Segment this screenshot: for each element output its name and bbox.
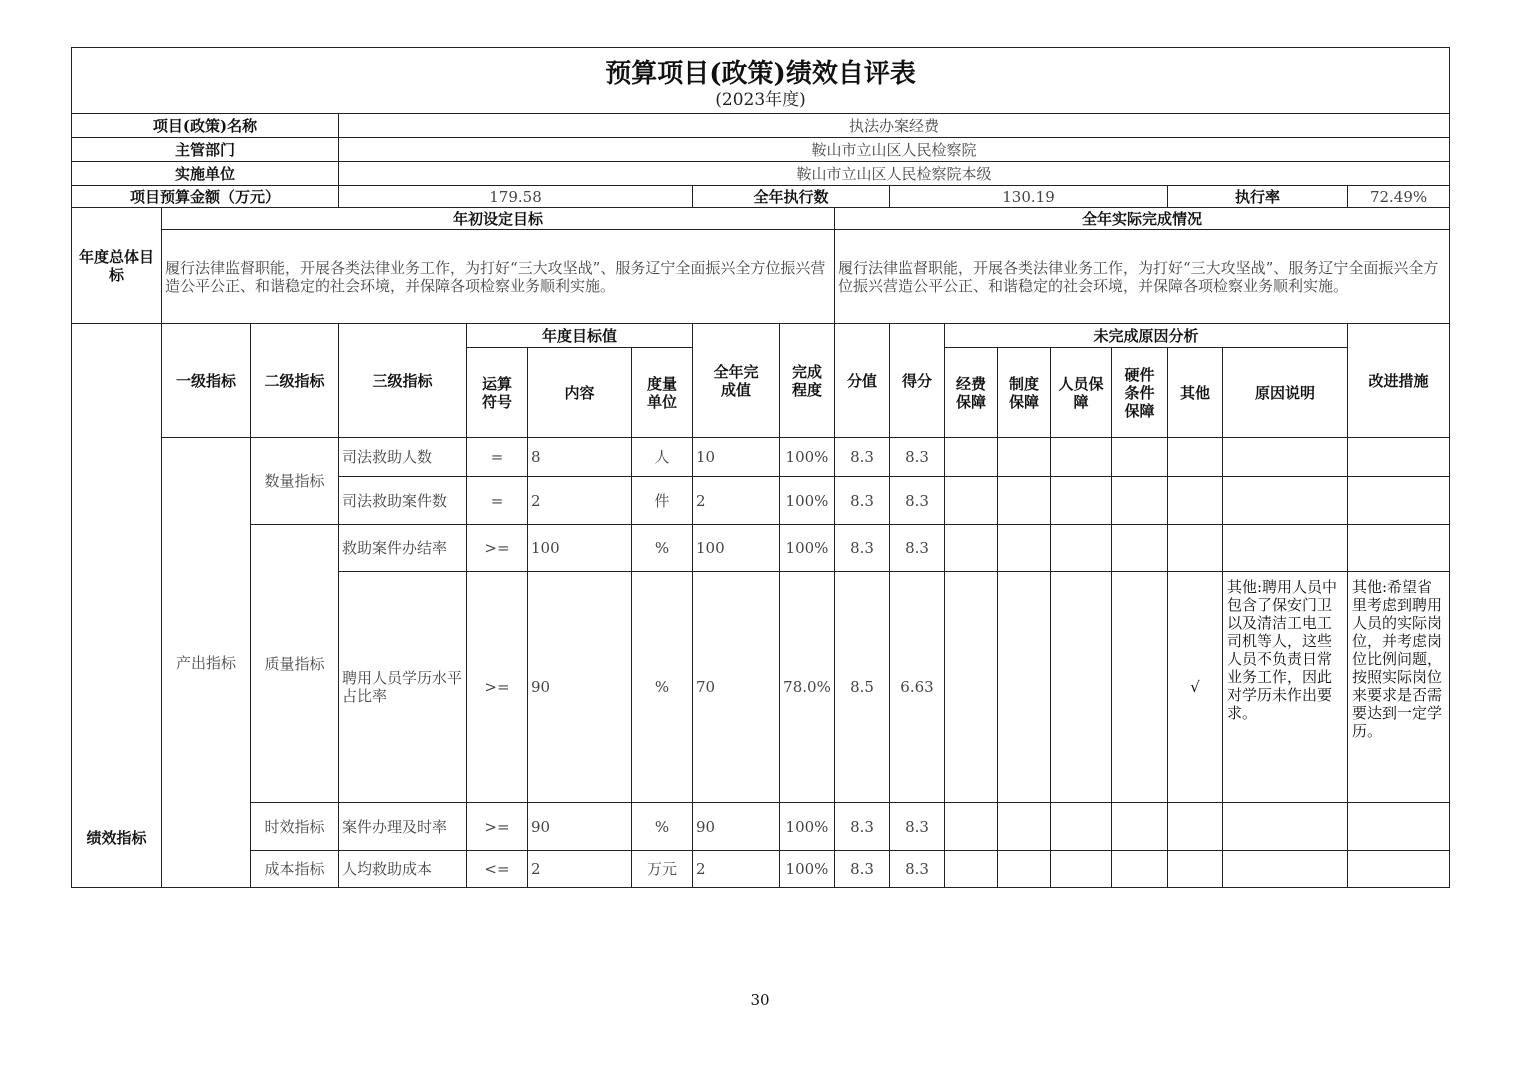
row-completion: 100% bbox=[780, 803, 835, 851]
row-completion: 78.0% bbox=[780, 572, 835, 803]
row-unit: % bbox=[632, 572, 693, 803]
exec-label: 全年执行数 bbox=[693, 186, 890, 208]
header-completion-text: 完成程度 bbox=[791, 362, 822, 399]
group-quality: 质量指标 bbox=[251, 525, 339, 803]
empty-cell bbox=[1112, 572, 1168, 803]
row-actual: 2 bbox=[693, 851, 780, 888]
empty-cell bbox=[1168, 851, 1223, 888]
unit-value: 鞍山市立山区人民检察院本级 bbox=[339, 162, 1450, 186]
actual-goal-header: 全年实际完成情况 bbox=[835, 208, 1450, 230]
row-weight: 8.5 bbox=[835, 572, 890, 803]
performance-evaluation-sheet bbox=[71, 47, 1449, 888]
header-unit-text: 度量单位 bbox=[646, 374, 677, 411]
project-name-value: 执法办案经费 bbox=[339, 114, 1450, 138]
header-operator-text: 运算符号 bbox=[481, 374, 512, 411]
row-unit: 件 bbox=[632, 477, 693, 525]
empty-cell bbox=[998, 572, 1051, 803]
row-name: 司法救助案件数 bbox=[339, 477, 467, 525]
row-content: 8 bbox=[528, 438, 632, 477]
empty-cell bbox=[1223, 477, 1348, 525]
table-row bbox=[72, 803, 1450, 851]
row-name: 案件办理及时率 bbox=[339, 803, 467, 851]
empty-cell bbox=[945, 525, 998, 572]
row-actual: 100 bbox=[693, 525, 780, 572]
empty-cell bbox=[998, 851, 1051, 888]
header-level2: 二级指标 bbox=[251, 324, 339, 438]
page-number: 30 bbox=[750, 991, 770, 1009]
page-title: 预算项目(政策)绩效自评表 bbox=[605, 58, 916, 89]
row-operator: >= bbox=[467, 572, 528, 803]
level1-output: 产出指标 bbox=[162, 438, 251, 888]
other-check-mark: √ bbox=[1168, 572, 1223, 803]
empty-cell bbox=[1223, 851, 1348, 888]
row-weight: 8.3 bbox=[835, 477, 890, 525]
dept-label: 主管部门 bbox=[72, 138, 339, 162]
empty-cell bbox=[945, 477, 998, 525]
row-content: 90 bbox=[528, 803, 632, 851]
header-actual-text: 全年完成值 bbox=[713, 362, 759, 399]
rate-value: 72.49% bbox=[1348, 186, 1450, 208]
row-unit: 万元 bbox=[632, 851, 693, 888]
project-name-label: 项目(政策)名称 bbox=[72, 114, 339, 138]
header-level1: 一级指标 bbox=[162, 324, 251, 438]
empty-cell bbox=[1051, 851, 1112, 888]
budget-value: 179.58 bbox=[339, 186, 693, 208]
empty-cell bbox=[1051, 477, 1112, 525]
empty-cell bbox=[1348, 477, 1450, 525]
header-system-text: 制度保障 bbox=[1008, 374, 1039, 411]
empty-cell bbox=[1223, 525, 1348, 572]
row-actual: 10 bbox=[693, 438, 780, 477]
improve-text: 其他:希望省里考虑到聘用人员的实际岗位，并考虑岗位比例问题，按照实际岗位来要求是否需要达到一定学历。 bbox=[1348, 572, 1450, 803]
empty-cell bbox=[945, 803, 998, 851]
empty-cell bbox=[1051, 438, 1112, 477]
empty-cell bbox=[1168, 803, 1223, 851]
header-funding bbox=[945, 348, 998, 438]
header-level3: 三级指标 bbox=[339, 324, 467, 438]
empty-cell bbox=[998, 438, 1051, 477]
dept-value: 鞍山市立山区人民检察院 bbox=[339, 138, 1450, 162]
empty-cell bbox=[1112, 525, 1168, 572]
empty-cell bbox=[1112, 438, 1168, 477]
header-target-group: 年度目标值 bbox=[467, 324, 693, 348]
group-timeliness: 时效指标 bbox=[251, 803, 339, 851]
row-unit: % bbox=[632, 803, 693, 851]
empty-cell bbox=[1112, 851, 1168, 888]
row-operator: >= bbox=[467, 525, 528, 572]
empty-cell bbox=[1112, 803, 1168, 851]
initial-goal-header: 年初设定目标 bbox=[162, 208, 835, 230]
empty-cell bbox=[1168, 525, 1223, 572]
header-hardware bbox=[1112, 348, 1168, 438]
unit-label: 实施单位 bbox=[72, 162, 339, 186]
group-cost: 成本指标 bbox=[251, 851, 339, 888]
group-quantity: 数量指标 bbox=[251, 438, 339, 525]
row-unit: % bbox=[632, 525, 693, 572]
row-operator: >= bbox=[467, 803, 528, 851]
row-completion: 100% bbox=[780, 851, 835, 888]
row-name: 聘用人员学历水平占比率 bbox=[339, 572, 467, 803]
table-row bbox=[72, 851, 1450, 888]
row-operator: = bbox=[467, 438, 528, 477]
empty-cell bbox=[998, 525, 1051, 572]
rate-label: 执行率 bbox=[1168, 186, 1348, 208]
budget-label: 项目预算金额（万元） bbox=[72, 186, 339, 208]
header-content: 内容 bbox=[528, 348, 632, 438]
header-reason-group: 未完成原因分析 bbox=[945, 324, 1348, 348]
row-score: 8.3 bbox=[890, 851, 945, 888]
empty-cell bbox=[1348, 803, 1450, 851]
row-weight: 8.3 bbox=[835, 525, 890, 572]
title-cell bbox=[72, 48, 1450, 114]
page-subtitle: (2023年度) bbox=[715, 89, 806, 110]
actual-goal-text: 履行法律监督职能，开展各类法律业务工作，为打好“三大攻坚战”、服务辽宁全面振兴全方位振兴营造公平公正、和谐稳定的社会环境，并保障各项检察业务顺利实施。 bbox=[835, 230, 1450, 324]
header-weight: 分值 bbox=[835, 324, 890, 438]
row-score: 8.3 bbox=[890, 477, 945, 525]
row-content: 2 bbox=[528, 851, 632, 888]
header-hardware-text: 硬件条件保障 bbox=[1124, 365, 1155, 420]
row-score: 8.3 bbox=[890, 803, 945, 851]
header-improve: 改进措施 bbox=[1348, 324, 1450, 438]
row-actual: 90 bbox=[693, 803, 780, 851]
row-actual: 2 bbox=[693, 477, 780, 525]
empty-cell bbox=[998, 803, 1051, 851]
row-completion: 100% bbox=[780, 438, 835, 477]
row-score: 8.3 bbox=[890, 438, 945, 477]
row-name: 救助案件办结率 bbox=[339, 525, 467, 572]
empty-cell bbox=[1051, 572, 1112, 803]
empty-cell bbox=[1051, 803, 1112, 851]
table-row bbox=[72, 525, 1450, 572]
row-actual: 70 bbox=[693, 572, 780, 803]
empty-cell bbox=[1223, 438, 1348, 477]
header-system bbox=[998, 348, 1051, 438]
empty-cell bbox=[1348, 438, 1450, 477]
row-name: 司法救助人数 bbox=[339, 438, 467, 477]
header-operator bbox=[467, 348, 528, 438]
row-content: 100 bbox=[528, 525, 632, 572]
row-weight: 8.3 bbox=[835, 851, 890, 888]
performance-indicator-label: 绩效指标 bbox=[72, 324, 162, 888]
row-content: 2 bbox=[528, 477, 632, 525]
empty-cell bbox=[1348, 851, 1450, 888]
evaluation-table bbox=[71, 47, 1450, 888]
header-score: 得分 bbox=[890, 324, 945, 438]
row-operator: = bbox=[467, 477, 528, 525]
empty-cell bbox=[998, 477, 1051, 525]
header-completion bbox=[780, 324, 835, 438]
row-weight: 8.3 bbox=[835, 803, 890, 851]
empty-cell bbox=[945, 851, 998, 888]
row-name: 人均救助成本 bbox=[339, 851, 467, 888]
empty-cell bbox=[1168, 477, 1223, 525]
overall-goal-label: 年度总体目标 bbox=[72, 208, 162, 324]
row-score: 8.3 bbox=[890, 525, 945, 572]
header-unit bbox=[632, 348, 693, 438]
header-other: 其他 bbox=[1168, 348, 1223, 438]
row-score: 6.63 bbox=[890, 572, 945, 803]
header-staff-text: 人员保障 bbox=[1058, 374, 1104, 411]
empty-cell bbox=[1112, 477, 1168, 525]
row-operator: <= bbox=[467, 851, 528, 888]
row-completion: 100% bbox=[780, 525, 835, 572]
empty-cell bbox=[1051, 525, 1112, 572]
row-unit: 人 bbox=[632, 438, 693, 477]
table-row bbox=[72, 438, 1450, 477]
header-funding-text: 经费保障 bbox=[955, 374, 986, 411]
row-weight: 8.3 bbox=[835, 438, 890, 477]
header-actual bbox=[693, 324, 780, 438]
empty-cell bbox=[1168, 438, 1223, 477]
initial-goal-text: 履行法律监督职能，开展各类法律业务工作，为打好“三大攻坚战”、服务辽宁全面振兴全方位振兴营造公平公正、和谐稳定的社会环境，并保障各项检察业务顺利实施。 bbox=[162, 230, 835, 324]
row-content: 90 bbox=[528, 572, 632, 803]
empty-cell bbox=[945, 438, 998, 477]
exec-value: 130.19 bbox=[890, 186, 1168, 208]
header-staff bbox=[1051, 348, 1112, 438]
empty-cell bbox=[1223, 803, 1348, 851]
empty-cell bbox=[1348, 525, 1450, 572]
empty-cell bbox=[945, 572, 998, 803]
reason-text: 其他:聘用人员中包含了保安门卫以及清洁工电工司机等人，这些人员不负责日常业务工作，因此对学历未作出要求。 bbox=[1223, 572, 1348, 803]
header-reason: 原因说明 bbox=[1223, 348, 1348, 438]
row-completion: 100% bbox=[780, 477, 835, 525]
